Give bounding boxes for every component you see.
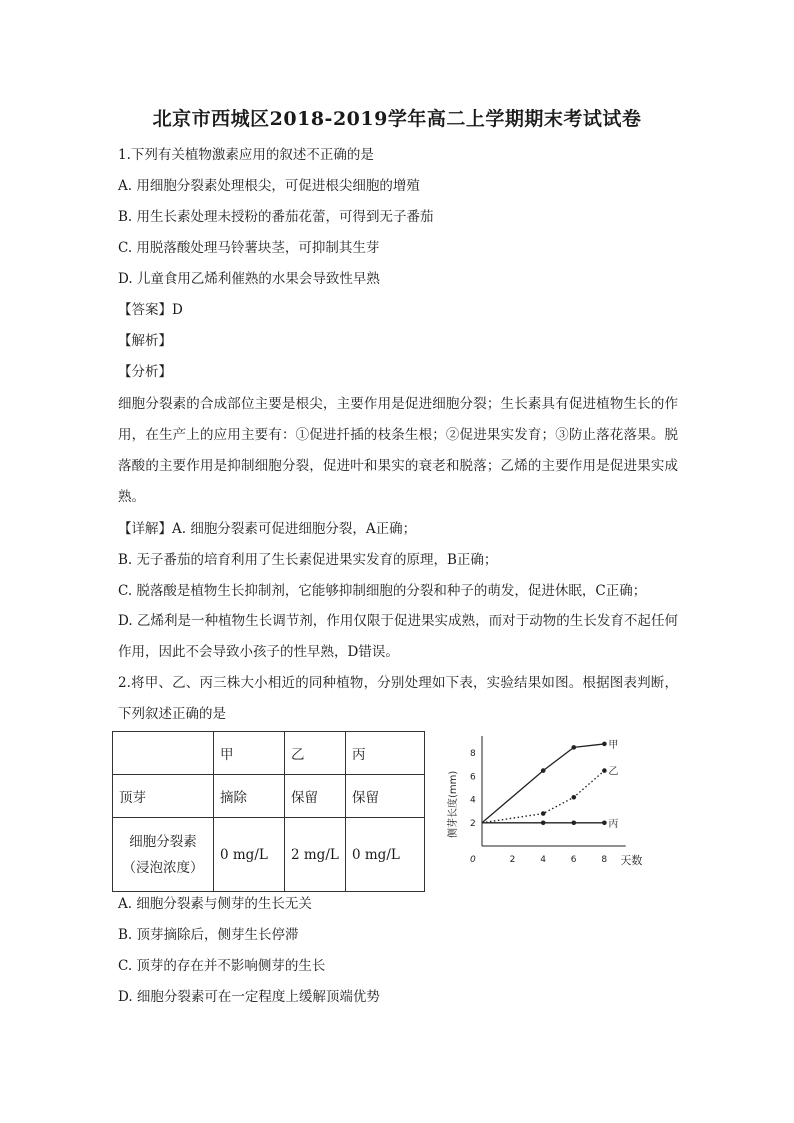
series-label: 甲 [608, 739, 619, 751]
x-tick-label: 2 [509, 855, 516, 865]
data-point [572, 795, 577, 800]
q1-fenxi-heading: 【分析】 [118, 364, 172, 380]
table-header-row [113, 732, 425, 775]
x-tick-label: 8 [601, 855, 608, 865]
q1-stem: 1.下列有关植物激素应用的叙述不正确的是 [118, 147, 374, 163]
q2-option-a: A. 细胞分裂素与侧芽的生长无关 [118, 896, 312, 912]
q1-answer: 【答案】D [118, 302, 183, 318]
q1-detail-d: D. 乙烯利是一种植物生长调节剂，作用仅限于促进果实成熟，而对于动物的生长发育不起任何作用，因此不会导致小孩子的性早熟，D错误。 [118, 613, 678, 660]
experiment-table [112, 731, 425, 892]
q1-detail-c: C. 脱落酸是植物生长抑制剂，它能够抑制细胞的分裂和种子的萌发，促进休眠，C正确； [118, 583, 647, 599]
x-tick-label: 0 [470, 855, 476, 865]
q1-option-a: A. 用细胞分裂素处理根尖，可促进根尖细胞的增殖 [118, 178, 420, 194]
x-axis-label: 天数 [620, 854, 643, 867]
data-point [572, 821, 577, 826]
series-label: 丙 [608, 818, 619, 830]
data-point [541, 821, 546, 826]
q2-option-b: B. 顶芽摘除后，侧芽生长停滞 [118, 927, 299, 943]
q1-option-d: D. 儿童食用乙烯利催熟的水果会导致性早熟 [118, 271, 380, 287]
series-line-0 [482, 744, 604, 823]
table-cell: 2 mg/L [285, 818, 346, 892]
q2-option-c: C. 顶芽的存在并不影响侧芽的生长 [118, 958, 326, 974]
lateral-bud-growth-chart [440, 736, 650, 886]
table-cell [113, 732, 214, 775]
table-header-yi: 乙 [285, 732, 346, 775]
q2-stem: 2.将甲、乙、丙三株大小相近的同种植物，分别处理如下表，实验结果如图。根据图表判断，下列叙述正确的是 [118, 675, 678, 722]
data-point [541, 811, 546, 816]
q2-option-d: D. 细胞分裂素可在一定程度上缓解顶端优势 [118, 989, 380, 1005]
q1-detail-a: 【详解】A. 细胞分裂素可促进细胞分裂，A正确； [118, 521, 417, 537]
q1-jiexi-heading: 【解析】 [118, 333, 172, 349]
q1-detail-b: B. 无子番茄的培育利用了生长素促进果实发育的原理，B正确； [118, 552, 498, 568]
table-row [113, 818, 425, 892]
table-cell: 保留 [346, 775, 425, 818]
row-label-line: 细胞分裂素 [129, 833, 197, 850]
table-row-label [113, 818, 214, 892]
x-tick-label: 6 [570, 855, 577, 865]
table-header-jia: 甲 [214, 732, 285, 775]
table-header-bing: 丙 [346, 732, 425, 775]
data-point [602, 768, 607, 773]
data-point [602, 742, 607, 747]
data-point [572, 745, 577, 750]
y-tick-label: 8 [470, 749, 476, 760]
q1-analysis-text: 细胞分裂素的合成部位主要是根尖，主要作用是促进细胞分裂；生长素具有促进植物生长的作用，在生产上的应用主要有：①促进扦插的枝条生根；②促进果实发育；③防止落花落果。脱落酸的主要作用是抑制细胞分裂，促进叶和果实的衰老和脱落；乙烯的主要作用是促进果实成熟。 [118, 396, 678, 505]
data-point [602, 821, 607, 826]
x-tick-label: 4 [540, 855, 546, 865]
chart-series [482, 739, 618, 830]
q1-option-c: C. 用脱落酸处理马铃薯块茎，可抑制其生芽 [118, 240, 380, 256]
q1-option-b: B. 用生长素处理未授粉的番茄花蕾，可得到无子番茄 [118, 209, 434, 225]
chart-axes [446, 736, 642, 867]
y-tick-label: 4 [470, 795, 476, 806]
y-tick-label: 2 [470, 818, 476, 829]
table-cell: 保留 [285, 775, 346, 818]
table-row-label: 顶芽 [113, 775, 214, 818]
table-cell: 0 mg/L [214, 818, 285, 892]
page-title: 北京市西城区2018-2019学年高二上学期期末考试试卷 [152, 108, 642, 130]
table-row [113, 775, 425, 818]
y-tick-label: 6 [470, 772, 476, 783]
y-axis-label: 侧芽长度(mm) [448, 770, 459, 838]
row-label-line: （浸泡浓度） [122, 859, 204, 876]
data-point [541, 768, 546, 773]
table-cell: 摘除 [214, 775, 285, 818]
series-label: 乙 [608, 766, 619, 778]
table-cell: 0 mg/L [346, 818, 425, 892]
